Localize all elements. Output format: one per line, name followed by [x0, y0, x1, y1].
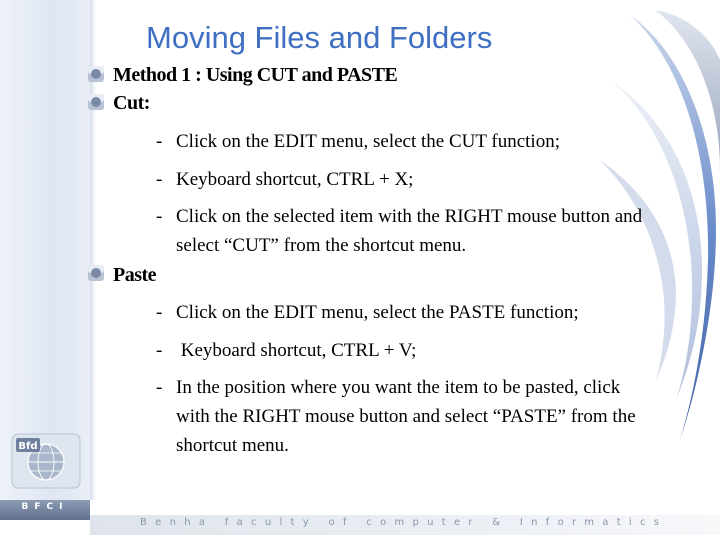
dash: -	[156, 340, 163, 361]
dash: -	[156, 169, 163, 190]
dash: -	[156, 131, 163, 152]
footer-text: Benha faculty of computer & Informatics	[140, 517, 668, 528]
bullet-icon	[87, 65, 105, 83]
cut-item-text: Keyboard shortcut, CTRL + X;	[176, 169, 414, 190]
dash: -	[156, 302, 163, 323]
cut-item-text: Click on the EDIT menu, select the CUT function;	[176, 131, 560, 152]
paste-item-text: Click on the EDIT menu, select the PASTE function;	[176, 302, 579, 323]
paste-heading: Paste	[113, 264, 157, 286]
cut-item-text: Click on the selected item with the RIGHT mouse button and select “CUT” from the shortcut menu.	[176, 206, 643, 256]
bullet-icon	[87, 93, 105, 111]
left-decorative-band	[0, 0, 90, 500]
faculty-logo	[8, 432, 84, 490]
paste-item-text: In the position where you want the item to be pasted, click with the RIGHT mouse button and select “PASTE” from the shortcut menu.	[176, 377, 636, 456]
footer-bfci-label: BFCI	[21, 502, 69, 512]
dash: -	[156, 206, 163, 227]
bullet-icon	[87, 264, 105, 282]
method-heading: Method 1 : Using CUT and PASTE	[113, 64, 398, 86]
logo-label: Bfd	[18, 441, 38, 452]
slide-title: Moving Files and Folders	[146, 20, 493, 55]
dash: -	[156, 377, 163, 398]
paste-item-text: Keyboard shortcut, CTRL + V;	[176, 340, 417, 361]
cut-heading: Cut:	[113, 92, 150, 114]
